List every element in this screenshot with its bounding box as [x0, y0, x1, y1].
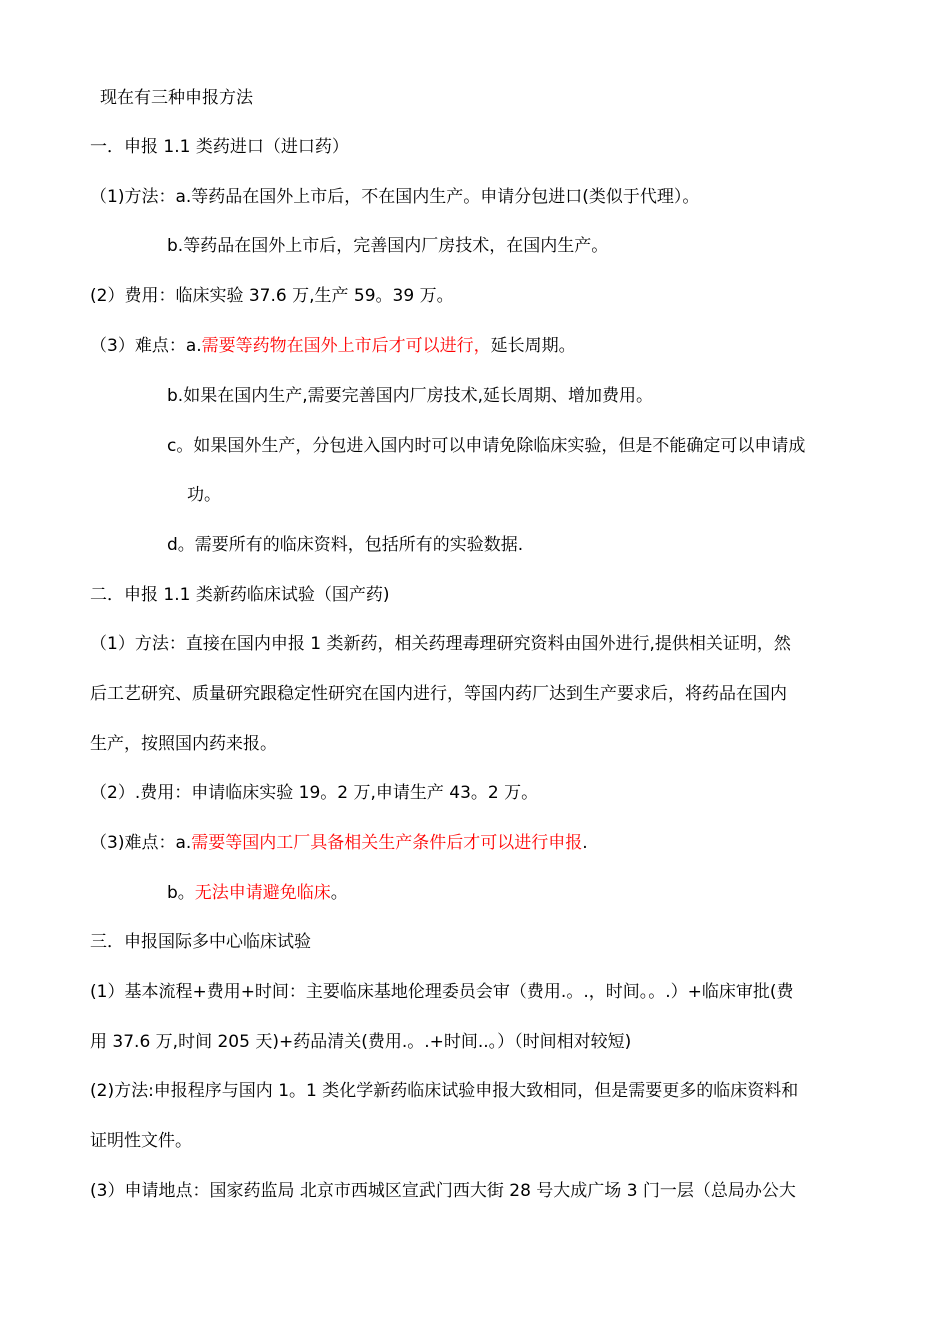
text-segment: (3）申请地点：国家药监局 北京市西城区宣武门西大街 28 号大成广场 3 门一层（总局办公大: [90, 1181, 796, 1201]
line-18: [90, 930, 311, 954]
text-segment: 。: [330, 883, 348, 903]
text-segment: 生产，按照国内药来报。: [90, 734, 277, 754]
line-3: [90, 185, 699, 209]
text-segment: b.如果在国内生产,需要完善国内厂房技术,延长周期、增加费用。: [167, 386, 654, 406]
text-segment: （3)难点：a.: [90, 833, 192, 853]
line-7: [167, 384, 653, 408]
line-12: [90, 632, 791, 656]
line-5: [90, 284, 454, 308]
line-1: [100, 86, 253, 110]
text-segment: (2)方法:申报程序与国内 1。1 类化学新药临床试验申报大致相同，但是需要更多的临床资料和: [90, 1081, 799, 1101]
text-segment: （3）难点：a.: [90, 336, 202, 356]
text-segment: (1）基本流程+费用+时间：主要临床基地伦理委员会审（费用.。.，时间。。.）+临床审批(费: [90, 982, 794, 1002]
line-17: [167, 881, 348, 905]
line-19: [90, 980, 794, 1004]
line-23: [90, 1179, 796, 1203]
text-segment: 后工艺研究、质量研究跟稳定性研究在国内进行，等国内药厂达到生产要求后，将药品在国内: [90, 684, 787, 704]
text-segment: 证明性文件。: [90, 1131, 192, 1151]
text-segment: 二．申报 1.1 类新药临床试验（国产药): [90, 585, 390, 605]
line-4: [167, 234, 608, 258]
text-segment: d。需要所有的临床资料，包括所有的实验数据.: [167, 535, 524, 555]
line-11: [90, 583, 389, 607]
line-13: [90, 682, 787, 706]
text-segment: 延长周期。: [490, 336, 576, 356]
line-15: [90, 781, 538, 805]
line-16: [90, 831, 588, 855]
highlighted-text: 需要等国内工厂具备相关生产条件后才可以进行申报: [191, 833, 583, 853]
text-segment: （1)方法：a.等药品在国外上市后，不在国内生产。申请分包进口(类似于代理）。: [90, 187, 700, 207]
text-segment: 一．申报 1.1 类药进口（进口药）: [90, 137, 349, 157]
highlighted-text: 需要等药物在国外上市后才可以进行，: [201, 336, 491, 356]
text-segment: 功。: [187, 485, 221, 505]
line-10: [167, 533, 523, 557]
text-segment: （1）方法：直接在国内申报 1 类新药，相关药理毒理研究资料由国外进行,提供相关证明，然: [90, 634, 791, 654]
text-segment: 用 37.6 万,时间 205 天)+药品清关(费用.。.+时间..。）（时间相对较短): [90, 1032, 632, 1052]
text-segment: （2）.费用：申请临床实验 19。2 万,申请生产 43。2 万。: [90, 783, 539, 803]
highlighted-text: 无法申请避免临床: [194, 883, 331, 903]
text-segment: b。: [167, 883, 195, 903]
line-2: [90, 135, 349, 159]
line-14: [90, 732, 277, 756]
line-22: [90, 1129, 192, 1153]
line-21: [90, 1079, 798, 1103]
text-segment: 现在有三种申报方法: [100, 88, 253, 108]
line-9: [187, 483, 221, 507]
text-segment: c。如果国外生产，分包进入国内时可以申请免除临床实验，但是不能确定可以申请成: [167, 436, 806, 456]
text-segment: 三．申报国际多中心临床试验: [90, 932, 311, 952]
line-20: [90, 1030, 631, 1054]
text-segment: .: [582, 833, 588, 853]
line-8: [167, 434, 805, 458]
text-segment: b.等药品在国外上市后，完善国内厂房技术，在国内生产。: [167, 236, 609, 256]
line-6: [90, 334, 576, 358]
text-segment: (2）费用：临床实验 37.6 万,生产 59。39 万。: [90, 286, 454, 306]
